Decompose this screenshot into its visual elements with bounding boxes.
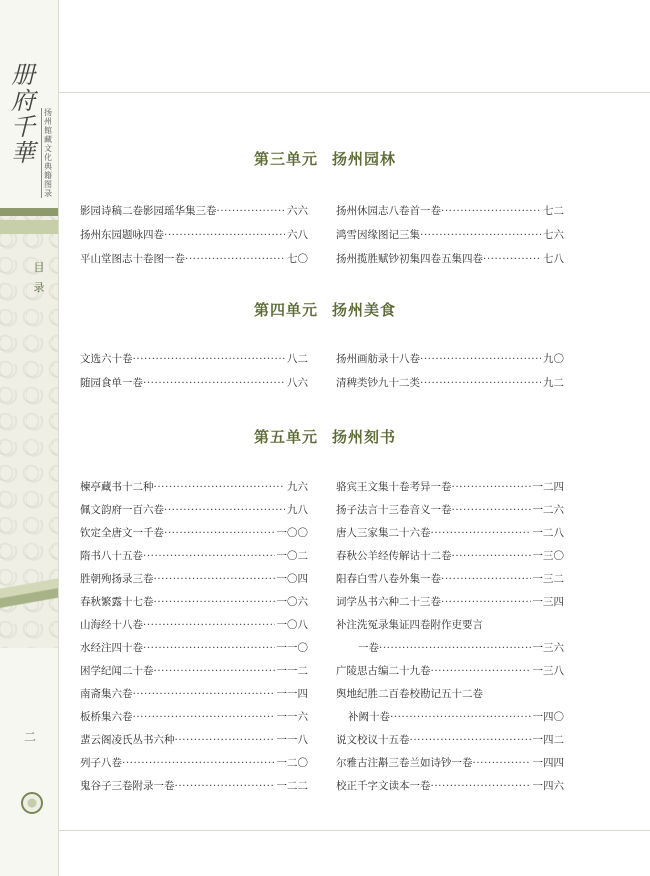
toc-entry[interactable] — [336, 755, 564, 771]
toc-entry[interactable] — [80, 548, 308, 564]
toc-entry[interactable] — [336, 351, 564, 367]
toc-entry[interactable] — [336, 227, 564, 243]
toc-entry[interactable] — [80, 502, 308, 518]
leader-dots — [420, 227, 541, 243]
entry-page: 六八 — [287, 229, 308, 241]
leader-dots — [452, 479, 531, 495]
toc-entry[interactable] — [80, 732, 308, 748]
entry-page: 一二〇 — [276, 757, 308, 769]
entry-title: 扬州东园题咏四卷 — [80, 229, 164, 241]
toc-entry[interactable] — [336, 617, 564, 633]
leader-dots — [143, 548, 275, 564]
entry-title: 胜朝殉扬录三卷 — [80, 573, 154, 585]
leader-dots — [379, 640, 531, 656]
entry-page: 一〇四 — [276, 573, 308, 585]
toc-entry[interactable] — [80, 640, 308, 656]
toc-entry[interactable] — [336, 709, 564, 725]
entry-title: 隋书八十五卷 — [80, 550, 143, 562]
entry-title: 一卷 — [358, 642, 379, 654]
leader-dots — [452, 548, 531, 564]
entry-page: 一〇八 — [276, 619, 308, 631]
entry-page: 九二 — [543, 377, 564, 389]
section-title — [80, 148, 570, 169]
leader-dots — [175, 732, 275, 748]
leader-dots — [175, 778, 275, 794]
entry-page: 一〇二 — [276, 550, 308, 562]
leader-dots — [431, 663, 531, 679]
toc-entry[interactable] — [80, 594, 308, 610]
entry-page: 九八 — [287, 504, 308, 516]
toc-entry[interactable] — [80, 375, 308, 391]
leader-dots — [431, 525, 531, 541]
brand-subtitle: 扬州館藏文化典籍图录 — [41, 108, 54, 198]
toc-entry[interactable] — [336, 594, 564, 610]
toc-entry[interactable] — [80, 227, 308, 243]
entry-page: 七六 — [543, 229, 564, 241]
leader-dots — [390, 709, 531, 725]
toc-entry[interactable] — [80, 203, 308, 219]
entry-page: 一四四 — [532, 757, 564, 769]
brand-char: 府 — [11, 87, 35, 115]
toc-entry[interactable] — [336, 525, 564, 541]
leader-dots — [133, 351, 286, 367]
brand-char: 華 — [11, 139, 35, 167]
toc-entry[interactable] — [80, 251, 308, 267]
section-name: 扬州刻书 — [332, 428, 397, 446]
entry-title: 鸿雪因缘图记三集 — [336, 229, 420, 241]
toc-entry[interactable] — [336, 375, 564, 391]
toc-entry[interactable] — [80, 778, 308, 794]
entry-title: 南斋集六卷 — [80, 688, 133, 700]
entry-page: 一三四 — [532, 596, 564, 608]
toc-entry[interactable] — [336, 686, 564, 702]
section-title — [80, 426, 570, 447]
leader-dots — [164, 227, 285, 243]
section-name: 扬州园林 — [332, 150, 397, 168]
entry-title: 平山堂图志十卷图一卷 — [80, 253, 185, 265]
leader-dots — [154, 571, 275, 587]
decorative-stripe — [0, 220, 58, 234]
leader-dots — [133, 686, 275, 702]
leader-dots — [420, 375, 541, 391]
entry-title: 扬州休园志八卷首一卷 — [336, 205, 441, 217]
entry-page: 六六 — [287, 205, 308, 217]
entry-title: 词学丛书六种二十三卷 — [336, 596, 441, 608]
leader-dots — [154, 479, 286, 495]
entry-title: 补阙十卷 — [348, 711, 390, 723]
entry-page: 一〇〇 — [276, 527, 308, 539]
toc-entry[interactable] — [336, 251, 564, 267]
leader-dots — [431, 778, 531, 794]
entry-title: 楝亭藏书十二种 — [80, 481, 154, 493]
leader-dots — [217, 203, 286, 219]
toc-entry[interactable] — [80, 709, 308, 725]
entry-title: 列子八卷 — [80, 757, 122, 769]
leader-dots — [143, 617, 275, 633]
entry-title: 校正千字文读本一卷 — [336, 780, 431, 792]
entry-page: 七八 — [543, 253, 564, 265]
entry-title: 扬子法言十三卷音义一卷 — [336, 504, 452, 516]
entry-title: 水经注四十卷 — [80, 642, 143, 654]
leader-dots — [473, 755, 531, 771]
decorative-diagonal — [0, 540, 58, 650]
entry-page: 一二四 — [532, 481, 564, 493]
leader-dots — [154, 663, 275, 679]
entry-page: 一四〇 — [532, 711, 564, 723]
toc-entry[interactable] — [80, 617, 308, 633]
toc-entry[interactable] — [80, 663, 308, 679]
leader-dots — [410, 732, 531, 748]
entry-page: 一〇六 — [276, 596, 308, 608]
entry-page: 一二八 — [532, 527, 564, 539]
toc-entry[interactable] — [80, 571, 308, 587]
entry-page: 一一二 — [276, 665, 308, 677]
toc-entry[interactable] — [80, 525, 308, 541]
entry-title: 阳春白雪八卷外集一卷 — [336, 573, 441, 585]
entry-page: 一一〇 — [276, 642, 308, 654]
entry-title: 清稗类钞九十二类 — [336, 377, 420, 389]
leader-dots — [441, 594, 531, 610]
toc-entry[interactable] — [336, 571, 564, 587]
toc-entry[interactable] — [336, 548, 564, 564]
entry-page: 七二 — [543, 205, 564, 217]
leader-dots — [133, 709, 275, 725]
brand-logo — [8, 62, 38, 166]
entry-title: 广陵思古编二十九卷 — [336, 665, 431, 677]
entry-title: 扬州画舫录十八卷 — [336, 353, 420, 365]
section-title — [80, 299, 570, 320]
toc-entry[interactable] — [336, 203, 564, 219]
toc-entry[interactable] — [336, 663, 564, 679]
toc-entry[interactable] — [80, 479, 308, 495]
leader-dots — [164, 525, 275, 541]
entry-title: 蜚云阁凌氏丛书六种 — [80, 734, 175, 746]
section-number: 第五单元 — [253, 428, 318, 446]
top-rule — [58, 92, 650, 93]
entry-page: 一一四 — [276, 688, 308, 700]
leader-dots — [185, 251, 285, 267]
leader-dots — [441, 571, 531, 587]
toc-entry[interactable] — [336, 502, 564, 518]
decorative-stripe — [0, 208, 58, 216]
entry-title: 唐人三家集二十六卷 — [336, 527, 431, 539]
leader-dots — [154, 594, 275, 610]
toc-entry[interactable] — [336, 732, 564, 748]
entry-page: 一一八 — [276, 734, 308, 746]
leader-dots — [420, 351, 541, 367]
entry-page: 七〇 — [287, 253, 308, 265]
toc-entry[interactable] — [336, 479, 564, 495]
entry-page: 一四二 — [532, 734, 564, 746]
entry-title: 文选六十卷 — [80, 353, 133, 365]
entry-title: 佩文韵府一百六卷 — [80, 504, 164, 516]
entry-page: 九〇 — [543, 353, 564, 365]
entry-title: 鬼谷子三卷附录一卷 — [80, 780, 175, 792]
entry-page: 一三〇 — [532, 550, 564, 562]
toc-entry[interactable] — [336, 640, 564, 656]
entry-title: 困学纪闻二十卷 — [80, 665, 154, 677]
entry-title: 骆宾王文集十卷考异一卷 — [336, 481, 452, 493]
entry-page: 一三二 — [532, 573, 564, 585]
entry-page: 一二六 — [532, 504, 564, 516]
entry-title: 钦定全唐文一千卷 — [80, 527, 164, 539]
toc-label: 目录 — [33, 261, 45, 294]
leader-dots — [164, 502, 285, 518]
section-name: 扬州美食 — [332, 301, 397, 319]
entry-page: 九六 — [287, 481, 308, 493]
entry-page: 八六 — [287, 377, 308, 389]
entry-page: 一四六 — [532, 780, 564, 792]
leader-dots — [143, 375, 285, 391]
entry-title: 春秋繁露十七卷 — [80, 596, 154, 608]
leader-dots — [122, 755, 275, 771]
entry-page: 一一六 — [276, 711, 308, 723]
entry-page: 八二 — [287, 353, 308, 365]
toc-entry[interactable] — [80, 351, 308, 367]
brand-char: 千 — [11, 113, 35, 141]
entry-title: 随园食单一卷 — [80, 377, 143, 389]
entry-title: 春秋公羊经传解诂十二卷 — [336, 550, 452, 562]
entry-title: 补注洗冤录集证四卷附作吏要言 — [336, 619, 483, 631]
leader-dots — [441, 203, 541, 219]
entry-title: 板桥集六卷 — [80, 711, 133, 723]
toc-entry[interactable] — [336, 778, 564, 794]
leader-dots — [143, 640, 275, 656]
entry-page: 一二二 — [276, 780, 308, 792]
leader-dots — [483, 251, 541, 267]
entry-title: 扬州揽胜赋钞初集四卷五集四卷 — [336, 253, 483, 265]
brand-char: 册 — [11, 61, 35, 89]
page-number: 二 — [24, 730, 37, 744]
seal-icon — [21, 792, 43, 814]
entry-title: 山海经十八卷 — [80, 619, 143, 631]
entry-page: 一三八 — [532, 665, 564, 677]
entry-title: 影园诗稿二卷影园瑶华集三卷 — [80, 205, 217, 217]
entry-title: 舆地纪胜二百卷校勘记五十二卷 — [336, 688, 483, 700]
leader-dots — [452, 502, 531, 518]
entry-title: 说文校议十五卷 — [336, 734, 410, 746]
entry-page: 一三六 — [532, 642, 564, 654]
toc-entry[interactable] — [80, 686, 308, 702]
bottom-rule — [58, 830, 650, 831]
section-number: 第四单元 — [253, 301, 318, 319]
toc-entry[interactable] — [80, 755, 308, 771]
section-number: 第三单元 — [253, 150, 318, 168]
entry-title: 尔雅古注斠三卷兰如诗钞一卷 — [336, 757, 473, 769]
